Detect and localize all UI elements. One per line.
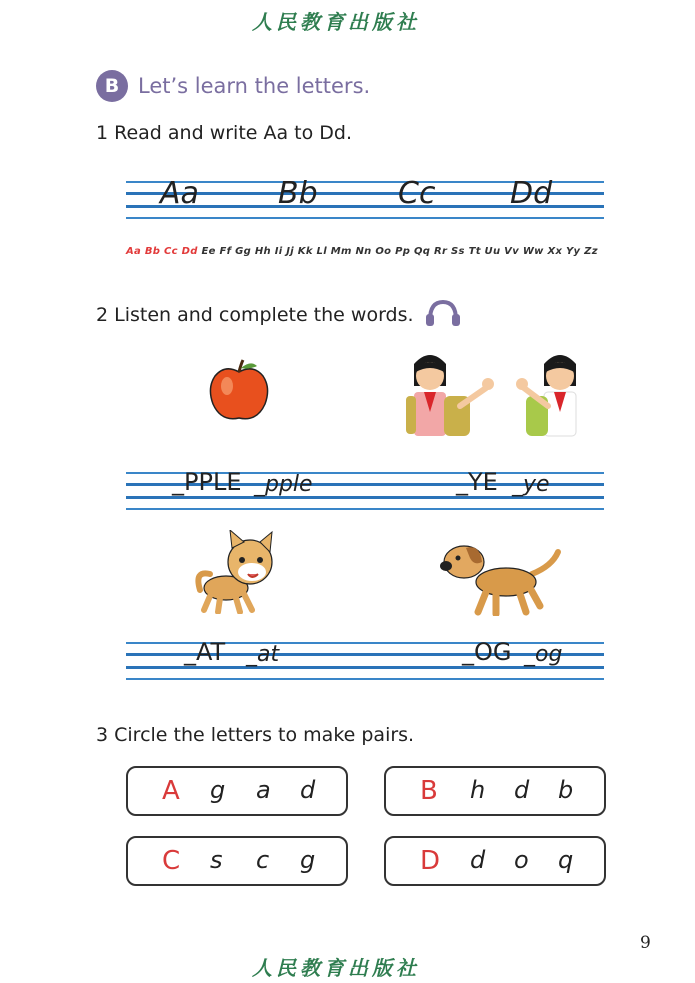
page-number: 9 [640,933,651,953]
task1-instruction: 1 Read and write Aa to Dd. [96,122,353,144]
section-heading [96,70,370,102]
alphabet-row [126,246,598,257]
publisher-logo-bottom: 人民教育出版社 [252,956,420,980]
pair-option[interactable]: d [514,776,530,804]
pair-option[interactable]: b [558,776,574,804]
word-bye-upper: _YE [456,468,498,496]
word-apple-lower: _pple [254,472,313,497]
letter-pair-bb: Bb [278,176,318,211]
section-title: Let’s learn the letters. [138,74,371,98]
task3-instruction: 3 Circle the letters to make pairs. [96,724,415,746]
letter-pair-aa: Aa [160,176,199,211]
pair-option[interactable]: d [300,776,316,804]
pair-option[interactable]: a [256,776,271,804]
pair-capital: B [420,776,438,806]
letter-pair-cc: Cc [398,176,436,211]
pair-option[interactable]: g [210,776,226,804]
alphabet-rest: Ee Ff Gg Hh Ii Jj Kk Ll Mm Nn Oo Pp Qq Rr Ss Tt Uu Vv Ww Xx Yy Zz [201,246,598,257]
children-waving-illustration [400,346,606,446]
pair-box-b [384,766,606,816]
pair-option[interactable]: o [514,846,529,874]
pair-option[interactable]: g [300,846,316,874]
word-bye-lower: _ye [512,472,550,497]
pair-option[interactable]: s [210,846,223,874]
dog-illustration [440,540,562,620]
pair-box-a [126,766,348,816]
pair-box-c [126,836,348,886]
publisher-logo-top: 人民教育出版社 [252,10,420,34]
word-cat-upper: _AT [184,638,226,666]
headphones-icon [424,298,462,332]
pair-box-d [384,836,606,886]
word-dog-upper: _OG [462,638,512,666]
apple-illustration [205,358,273,428]
letter-pair-dd: Dd [510,176,553,211]
pair-option[interactable]: d [470,846,486,874]
task2-instruction: 2 Listen and complete the words. [96,304,414,326]
pair-capital: D [420,846,441,876]
alphabet-highlight: Aa Bb Cc Dd [126,246,198,257]
pair-option[interactable]: h [470,776,486,804]
word-apple-upper: _PPLE [172,468,242,496]
cat-illustration [190,530,280,618]
word-cat-lower: _at [246,642,280,667]
section-badge: B [96,70,128,102]
pair-capital: C [162,846,181,876]
word-dog-lower: _og [524,642,563,667]
pair-option[interactable]: c [256,846,270,874]
pair-option[interactable]: q [558,846,574,874]
task2-heading [96,298,462,332]
pair-capital: A [162,776,180,806]
